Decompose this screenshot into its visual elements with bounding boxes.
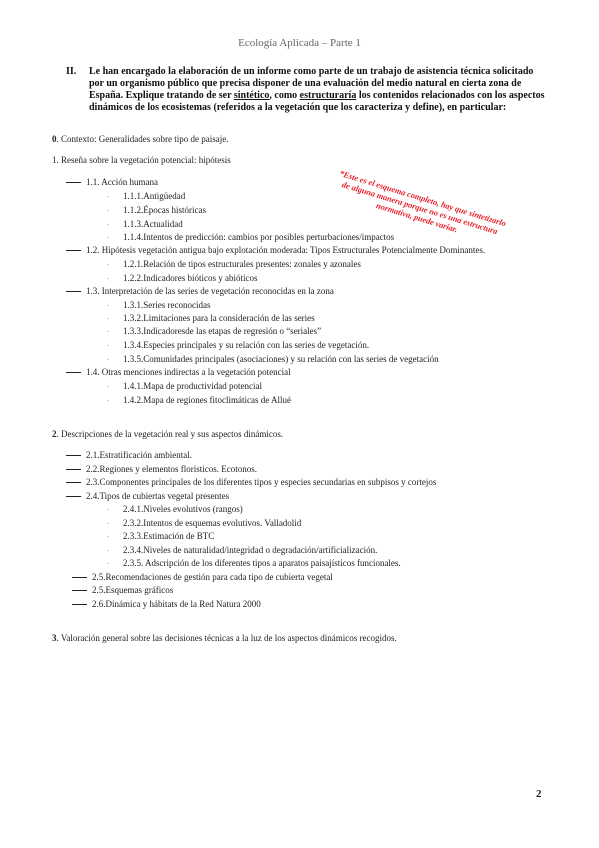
dash-marker (66, 291, 81, 292)
subitem-label: 2.4.1.Niveles evolutivos (rangos) (123, 504, 243, 514)
question-block (66, 66, 546, 114)
item-label: 1.2. Hipótesis vegetación antigua bajo explotación moderada: Tipos Estructurales Potencialmente Dominantes. (86, 245, 486, 255)
item-2-2 (66, 464, 257, 474)
item-2-5b (72, 585, 173, 595)
page-number: 2 (536, 788, 542, 800)
subitem-label: 2.3.5. Adscripción de los diferentes tipos a aparatos paisajísticos funcionales. (123, 558, 401, 568)
subitem-label: 1.3.2.Limitaciones para la consideración de las series (123, 313, 315, 323)
subitem-label: 2.3.3.Estimación de BTC (123, 531, 215, 541)
section-number: 1 (52, 155, 57, 165)
dash-marker (66, 372, 81, 373)
dash-marker (66, 182, 81, 183)
item-label: 2.2.Regiones y elementos florísticos. Ecotonos. (86, 464, 257, 474)
bullet-dot: · (107, 520, 110, 528)
item-label: 2.3.Componentes principales de los diferentes tipos y especies secundarias en subpisos y cortejos (86, 477, 437, 487)
section-number: 0 (52, 134, 57, 144)
bullet-dot: · (107, 302, 110, 310)
bullet-dot: · (107, 207, 110, 215)
dash-marker (72, 590, 87, 591)
subitem-label: 1.1.3.Actualidad (123, 219, 183, 229)
bullet-dot: · (107, 221, 110, 229)
dash-marker (66, 469, 81, 470)
section-title: . Contexto: Generalidades sobre tipo de paisaje. (56, 134, 229, 144)
bullet-dot: · (107, 560, 110, 568)
item-2-1 (66, 450, 192, 460)
subitem-label: 1.3.5.Comunidades principales (asociaciones) y su relación con las series de vegetación (123, 354, 439, 364)
item-label: 1.4. Otras menciones indirectas a la vegetación potencial (86, 367, 291, 377)
subitem-label: 1.3.1.Series reconocidas (123, 300, 211, 310)
bullet-dot: · (107, 397, 110, 405)
question-text-part: , como (269, 90, 300, 101)
bullet-dot: · (107, 193, 110, 201)
subitem-1-4-2 (107, 395, 291, 405)
item-2-4 (66, 491, 229, 501)
subitem-label: 1.1.2.Épocas históricas (123, 205, 206, 215)
item-1-4 (66, 367, 291, 377)
page-header: Ecología Aplicada – Parte 1 (238, 37, 361, 49)
section-1 (52, 155, 231, 165)
bullet-dot: · (107, 356, 110, 364)
subitem-1-1-3 (107, 219, 183, 229)
bullet-dot: · (107, 506, 110, 514)
subitem-1-3-5 (107, 354, 439, 364)
subitem-label: 1.2.2.Indicadores bióticos y abióticos (123, 273, 258, 283)
subitem-1-1-2 (107, 205, 206, 215)
item-label: 2.5.Recomendaciones de gestión para cada tipo de cubierta vegetal (92, 572, 333, 582)
subitem-2-3-5 (107, 558, 401, 568)
bullet-dot: · (107, 342, 110, 350)
bullet-dot: · (107, 315, 110, 323)
bullet-dot: · (107, 328, 110, 336)
item-2-3 (66, 477, 436, 487)
dash-marker (66, 482, 81, 483)
subitem-label: 1.3.3.Indicadoresde las etapas de regresión o “seriales” (123, 326, 322, 336)
item-label: 2.4.Tipos de cubiertas vegetal presentes (86, 491, 230, 501)
subitem-2-3-3 (107, 531, 214, 541)
section-title: . Reseña sobre la vegetación potencial: hipótesis (56, 155, 231, 165)
subitem-1-2-1 (107, 259, 361, 269)
subitem-2-3-2 (107, 518, 301, 528)
item-2-5 (72, 572, 333, 582)
subitem-1-3-3 (107, 326, 321, 336)
subitem-label: 1.4.1.Mapa de productividad potencial (123, 381, 262, 391)
dash-marker (66, 455, 81, 456)
dash-marker (66, 496, 81, 497)
bullet-dot: · (107, 234, 110, 242)
item-1-1 (66, 177, 158, 187)
section-number: 3 (52, 633, 57, 643)
subitem-label: 2.3.4.Niveles de naturalidad/integridad o degradación/artificialización. (123, 545, 378, 555)
subitem-1-1-1 (107, 191, 185, 201)
subitem-label: 2.3.2.Intentos de esquemas evolutivos. Valladolid (123, 518, 302, 528)
item-label: 2.5.Esquemas gráficos (92, 585, 174, 595)
item-label: 1.3. Interpretación de las series de vegetación reconocidas en la zona (86, 286, 334, 296)
question-text (89, 66, 546, 114)
subitem-2-3-4 (107, 545, 377, 555)
dash-marker (72, 577, 87, 578)
handwritten-note: *Este es el esquema completo, hay que sintetizarlo de alguna manera porque no es una estructura normativa, puede variar. (338, 168, 508, 237)
subitem-1-3-4 (107, 340, 369, 350)
subitem-label: 1.4.2.Mapa de regiones fitoclimáticas de Allué (123, 395, 291, 405)
bullet-dot: · (107, 533, 110, 541)
subitem-1-1-4 (107, 232, 394, 242)
question-text-part: los contenidos relacionados con los aspectos dinámicos de los ecosistemas (referidos a la vegetación que los caracteriza y define), en particular: (89, 90, 545, 113)
emphasis-estructuraria: estructuraría (299, 90, 357, 101)
section-title: . Descripciones de la vegetación real y sus aspectos dinámicos. (56, 429, 284, 439)
item-label: 1.1. Acción humana (86, 177, 158, 187)
section-0 (52, 134, 228, 144)
question-text-part: Le han encargado la elaboración de un informe como parte de un trabajo de asistencia técnica solicitado por un organismo público que precisa disponer de una evaluación del medio natural en cierta zona de España. Explique tratando de ser (89, 66, 534, 101)
section-title: . Valoración general sobre las decisiones técnicas a la luz de los aspectos dinámicos recogidos. (56, 633, 397, 643)
subitem-label: 1.1.1.Antigüedad (123, 191, 186, 201)
dash-marker (66, 250, 81, 251)
subitem-1-4-1 (107, 381, 262, 391)
section-3 (52, 633, 397, 643)
dash-marker (72, 604, 87, 605)
item-label: 2.6.Dinámica y hábitats de la Red Natura 2000 (92, 599, 261, 609)
subitem-1-3-2 (107, 313, 315, 323)
subitem-1-3-1 (107, 300, 210, 310)
item-1-3 (66, 286, 334, 296)
item-2-6 (72, 599, 261, 609)
bullet-dot: · (107, 261, 110, 269)
bullet-dot: · (107, 547, 110, 555)
section-number: 2 (52, 429, 57, 439)
section-2 (52, 429, 283, 439)
item-1-2 (66, 245, 485, 255)
item-label: 2.1.Estratificación ambiental. (86, 450, 192, 460)
bullet-dot: · (107, 275, 110, 283)
subitem-label: 1.1.4.Intentos de predicción: cambios por posibles perturbaciones/impactos (123, 232, 395, 242)
subitem-label: 1.3.4.Especies principales y su relación con las series de vegetación. (123, 340, 370, 350)
emphasis-sintetico: sintético (233, 90, 270, 101)
subitem-1-2-2 (107, 273, 257, 283)
subitem-label: 1.2.1.Relación de tipos estructurales presentes: zonales y azonales (123, 259, 361, 269)
question-number: II. (66, 66, 77, 77)
bullet-dot: · (107, 383, 110, 391)
subitem-2-4-1 (107, 504, 243, 514)
